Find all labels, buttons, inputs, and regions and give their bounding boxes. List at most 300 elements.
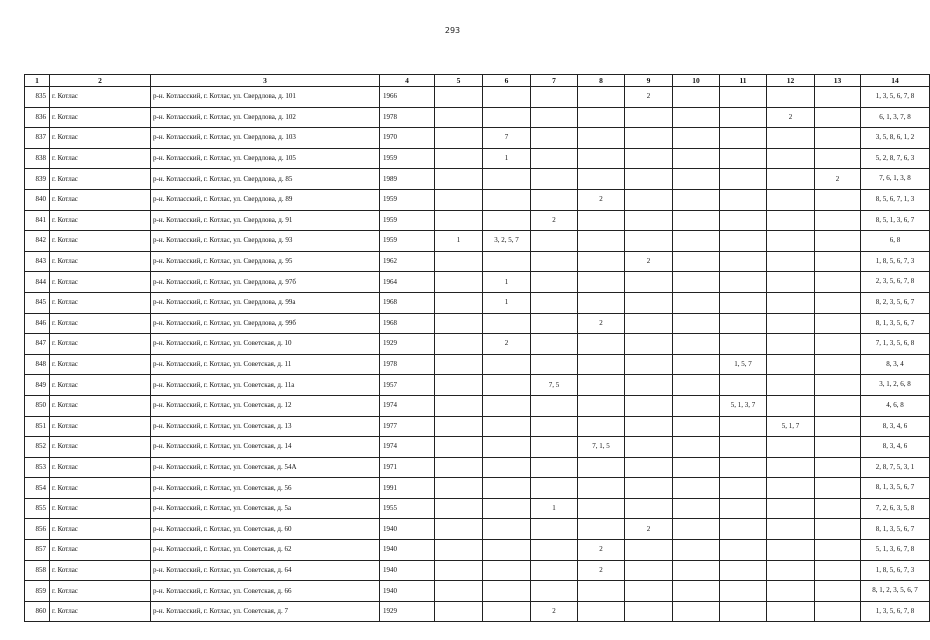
col7-cell bbox=[531, 519, 578, 540]
col13-cell bbox=[815, 416, 861, 437]
col9-cell: 2 bbox=[625, 251, 673, 272]
col13-cell bbox=[815, 87, 861, 108]
col12-cell bbox=[767, 189, 815, 210]
col5-cell bbox=[435, 375, 483, 396]
col14-cell: 8, 1, 2, 3, 5, 6, 7 bbox=[861, 581, 930, 602]
column-header-12: 12 bbox=[767, 75, 815, 87]
col7-cell: 2 bbox=[531, 601, 578, 622]
col12-cell: 5, 1, 7 bbox=[767, 416, 815, 437]
column-header-3: 3 bbox=[151, 75, 380, 87]
table-row bbox=[25, 478, 930, 499]
col14-cell: 8, 1, 3, 5, 6, 7 bbox=[861, 478, 930, 499]
col9-cell bbox=[625, 128, 673, 149]
col10-cell bbox=[673, 437, 720, 458]
col11-cell bbox=[720, 540, 767, 561]
col10-cell bbox=[673, 210, 720, 231]
schedule-table bbox=[24, 74, 930, 622]
address-cell: р-н. Котласский, г. Котлас, ул. Советская, д. 13 bbox=[151, 416, 380, 437]
column-header-5: 5 bbox=[435, 75, 483, 87]
table-row bbox=[25, 231, 930, 252]
city-cell: г. Котлас bbox=[50, 210, 151, 231]
col14-cell: 8, 5, 6, 7, 1, 3 bbox=[861, 189, 930, 210]
col13-cell bbox=[815, 354, 861, 375]
column-header-1: 1 bbox=[25, 75, 50, 87]
col14-cell: 7, 1, 3, 5, 6, 8 bbox=[861, 334, 930, 355]
column-header-13: 13 bbox=[815, 75, 861, 87]
col13-cell bbox=[815, 581, 861, 602]
year-cell: 1940 bbox=[380, 540, 435, 561]
row-number-cell: 849 bbox=[25, 375, 50, 396]
table-row bbox=[25, 498, 930, 519]
col10-cell bbox=[673, 601, 720, 622]
row-number-cell: 858 bbox=[25, 560, 50, 581]
col5-cell bbox=[435, 457, 483, 478]
col12-cell bbox=[767, 272, 815, 293]
col5-cell bbox=[435, 540, 483, 561]
address-cell: р-н. Котласский, г. Котлас, ул. Советская, д. 62 bbox=[151, 540, 380, 561]
col14-cell: 6, 1, 3, 7, 8 bbox=[861, 107, 930, 128]
col5-cell bbox=[435, 107, 483, 128]
col11-cell bbox=[720, 251, 767, 272]
col9-cell bbox=[625, 272, 673, 293]
col5-cell bbox=[435, 169, 483, 190]
table-row bbox=[25, 128, 930, 149]
col6-cell bbox=[483, 251, 531, 272]
year-cell: 1971 bbox=[380, 457, 435, 478]
address-cell: р-н. Котласский, г. Котлас, ул. Советская, д. 5а bbox=[151, 498, 380, 519]
city-cell: г. Котлас bbox=[50, 437, 151, 458]
col11-cell bbox=[720, 148, 767, 169]
col9-cell bbox=[625, 189, 673, 210]
col14-cell: 8, 3, 4, 6 bbox=[861, 437, 930, 458]
city-cell: г. Котлас bbox=[50, 128, 151, 149]
year-cell: 1929 bbox=[380, 334, 435, 355]
col14-cell: 6, 8 bbox=[861, 231, 930, 252]
col11-cell bbox=[720, 210, 767, 231]
page-number: 293 bbox=[444, 26, 461, 35]
col11-cell bbox=[720, 478, 767, 499]
year-cell: 1957 bbox=[380, 375, 435, 396]
col10-cell bbox=[673, 292, 720, 313]
col6-cell bbox=[483, 395, 531, 416]
column-header-10: 10 bbox=[673, 75, 720, 87]
col9-cell bbox=[625, 457, 673, 478]
address-cell: р-н. Котласский, г. Котлас, ул. Свердлова, д. 93 bbox=[151, 231, 380, 252]
col9-cell: 2 bbox=[625, 519, 673, 540]
col10-cell bbox=[673, 272, 720, 293]
city-cell: г. Котлас bbox=[50, 148, 151, 169]
col5-cell bbox=[435, 395, 483, 416]
table-row bbox=[25, 169, 930, 190]
col10-cell bbox=[673, 334, 720, 355]
col6-cell: 3, 2, 5, 7 bbox=[483, 231, 531, 252]
col12-cell bbox=[767, 313, 815, 334]
col11-cell bbox=[720, 292, 767, 313]
year-cell: 1940 bbox=[380, 581, 435, 602]
col12-cell: 2 bbox=[767, 107, 815, 128]
col5-cell bbox=[435, 478, 483, 499]
col12-cell bbox=[767, 437, 815, 458]
col9-cell bbox=[625, 601, 673, 622]
address-cell: р-н. Котласский, г. Котлас, ул. Советская, д. 54А bbox=[151, 457, 380, 478]
address-cell: р-н. Котласский, г. Котлас, ул. Свердлова, д. 89 bbox=[151, 189, 380, 210]
col8-cell bbox=[578, 601, 625, 622]
row-number-cell: 851 bbox=[25, 416, 50, 437]
year-cell: 1970 bbox=[380, 128, 435, 149]
col11-cell bbox=[720, 601, 767, 622]
col7-cell bbox=[531, 169, 578, 190]
address-cell: р-н. Котласский, г. Котлас, ул. Свердлова, д. 85 bbox=[151, 169, 380, 190]
year-cell: 1974 bbox=[380, 395, 435, 416]
row-number-cell: 841 bbox=[25, 210, 50, 231]
row-number-cell: 842 bbox=[25, 231, 50, 252]
col9-cell bbox=[625, 169, 673, 190]
col5-cell bbox=[435, 581, 483, 602]
col12-cell bbox=[767, 498, 815, 519]
col6-cell bbox=[483, 210, 531, 231]
city-cell: г. Котлас bbox=[50, 107, 151, 128]
table-row bbox=[25, 210, 930, 231]
col5-cell bbox=[435, 354, 483, 375]
col10-cell bbox=[673, 375, 720, 396]
col10-cell bbox=[673, 478, 720, 499]
col13-cell bbox=[815, 601, 861, 622]
col11-cell bbox=[720, 519, 767, 540]
row-number-cell: 856 bbox=[25, 519, 50, 540]
col14-cell: 1, 8, 5, 6, 7, 3 bbox=[861, 560, 930, 581]
table-row bbox=[25, 519, 930, 540]
col11-cell bbox=[720, 560, 767, 581]
table-row bbox=[25, 189, 930, 210]
col13-cell bbox=[815, 231, 861, 252]
col7-cell bbox=[531, 457, 578, 478]
col12-cell bbox=[767, 581, 815, 602]
col10-cell bbox=[673, 416, 720, 437]
col7-cell bbox=[531, 272, 578, 293]
col8-cell: 2 bbox=[578, 540, 625, 561]
col7-cell bbox=[531, 189, 578, 210]
year-cell: 1968 bbox=[380, 292, 435, 313]
col7-cell bbox=[531, 540, 578, 561]
col7-cell bbox=[531, 231, 578, 252]
col11-cell bbox=[720, 128, 767, 149]
col13-cell: 2 bbox=[815, 169, 861, 190]
col14-cell: 5, 2, 8, 7, 6, 3 bbox=[861, 148, 930, 169]
col11-cell bbox=[720, 231, 767, 252]
city-cell: г. Котлас bbox=[50, 581, 151, 602]
col12-cell bbox=[767, 519, 815, 540]
col9-cell bbox=[625, 437, 673, 458]
col9-cell bbox=[625, 478, 673, 499]
col5-cell bbox=[435, 416, 483, 437]
col5-cell bbox=[435, 601, 483, 622]
year-cell: 1940 bbox=[380, 560, 435, 581]
col8-cell bbox=[578, 87, 625, 108]
row-number-cell: 847 bbox=[25, 334, 50, 355]
row-number-cell: 835 bbox=[25, 87, 50, 108]
col8-cell bbox=[578, 107, 625, 128]
col10-cell bbox=[673, 519, 720, 540]
col6-cell bbox=[483, 498, 531, 519]
table-row bbox=[25, 354, 930, 375]
col10-cell bbox=[673, 354, 720, 375]
col9-cell bbox=[625, 313, 673, 334]
col12-cell bbox=[767, 457, 815, 478]
col9-cell bbox=[625, 334, 673, 355]
col5-cell bbox=[435, 519, 483, 540]
address-cell: р-н. Котласский, г. Котлас, ул. Советская, д. 12 bbox=[151, 395, 380, 416]
year-cell: 1978 bbox=[380, 107, 435, 128]
year-cell: 1940 bbox=[380, 519, 435, 540]
col6-cell bbox=[483, 581, 531, 602]
city-cell: г. Котлас bbox=[50, 189, 151, 210]
col9-cell bbox=[625, 375, 673, 396]
column-header-2: 2 bbox=[50, 75, 151, 87]
table-row bbox=[25, 251, 930, 272]
address-cell: р-н. Котласский, г. Котлас, ул. Советская, д. 14 bbox=[151, 437, 380, 458]
row-number-cell: 846 bbox=[25, 313, 50, 334]
table-row bbox=[25, 87, 930, 108]
row-number-cell: 838 bbox=[25, 148, 50, 169]
col10-cell bbox=[673, 251, 720, 272]
col7-cell bbox=[531, 560, 578, 581]
col9-cell bbox=[625, 416, 673, 437]
row-number-cell: 840 bbox=[25, 189, 50, 210]
col12-cell bbox=[767, 292, 815, 313]
col13-cell bbox=[815, 128, 861, 149]
col9-cell bbox=[625, 498, 673, 519]
address-cell: р-н. Котласский, г. Котлас, ул. Советская, д. 56 bbox=[151, 478, 380, 499]
city-cell: г. Котлас bbox=[50, 231, 151, 252]
col11-cell bbox=[720, 375, 767, 396]
col13-cell bbox=[815, 292, 861, 313]
col10-cell bbox=[673, 457, 720, 478]
col7-cell bbox=[531, 251, 578, 272]
row-number-cell: 848 bbox=[25, 354, 50, 375]
city-cell: г. Котлас bbox=[50, 313, 151, 334]
address-cell: р-н. Котласский, г. Котлас, ул. Свердлова, д. 91 bbox=[151, 210, 380, 231]
address-cell: р-н. Котласский, г. Котлас, ул. Советская, д. 10 bbox=[151, 334, 380, 355]
col13-cell bbox=[815, 375, 861, 396]
year-cell: 1929 bbox=[380, 601, 435, 622]
city-cell: г. Котлас bbox=[50, 251, 151, 272]
col11-cell bbox=[720, 457, 767, 478]
col7-cell: 2 bbox=[531, 210, 578, 231]
address-cell: р-н. Котласский, г. Котлас, ул. Свердлова, д. 97б bbox=[151, 272, 380, 293]
row-number-cell: 853 bbox=[25, 457, 50, 478]
col13-cell bbox=[815, 437, 861, 458]
col6-cell bbox=[483, 107, 531, 128]
col7-cell bbox=[531, 107, 578, 128]
col6-cell bbox=[483, 416, 531, 437]
year-cell: 1964 bbox=[380, 272, 435, 293]
col5-cell bbox=[435, 210, 483, 231]
column-header-8: 8 bbox=[578, 75, 625, 87]
year-cell: 1978 bbox=[380, 354, 435, 375]
col6-cell: 7 bbox=[483, 128, 531, 149]
col12-cell bbox=[767, 478, 815, 499]
col9-cell bbox=[625, 540, 673, 561]
col9-cell bbox=[625, 395, 673, 416]
column-header-6: 6 bbox=[483, 75, 531, 87]
col6-cell: 1 bbox=[483, 272, 531, 293]
col12-cell bbox=[767, 210, 815, 231]
row-number-cell: 845 bbox=[25, 292, 50, 313]
col10-cell bbox=[673, 313, 720, 334]
row-number-cell: 843 bbox=[25, 251, 50, 272]
col6-cell bbox=[483, 560, 531, 581]
col8-cell bbox=[578, 581, 625, 602]
col14-cell: 1, 3, 5, 6, 7, 8 bbox=[861, 601, 930, 622]
city-cell: г. Котлас bbox=[50, 478, 151, 499]
col14-cell: 7, 2, 6, 3, 5, 8 bbox=[861, 498, 930, 519]
address-cell: р-н. Котласский, г. Котлас, ул. Свердлова, д. 102 bbox=[151, 107, 380, 128]
address-cell: р-н. Котласский, г. Котлас, ул. Свердлова, д. 101 bbox=[151, 87, 380, 108]
col5-cell bbox=[435, 87, 483, 108]
address-cell: р-н. Котласский, г. Котлас, ул. Свердлова, д. 95 bbox=[151, 251, 380, 272]
row-number-cell: 837 bbox=[25, 128, 50, 149]
col14-cell: 8, 3, 4 bbox=[861, 354, 930, 375]
row-number-cell: 850 bbox=[25, 395, 50, 416]
col5-cell bbox=[435, 148, 483, 169]
col12-cell bbox=[767, 375, 815, 396]
address-cell: р-н. Котласский, г. Котлас, ул. Свердлова, д. 103 bbox=[151, 128, 380, 149]
col10-cell bbox=[673, 231, 720, 252]
col8-cell: 2 bbox=[578, 313, 625, 334]
city-cell: г. Котлас bbox=[50, 416, 151, 437]
table-row bbox=[25, 148, 930, 169]
year-cell: 1977 bbox=[380, 416, 435, 437]
city-cell: г. Котлас bbox=[50, 354, 151, 375]
col6-cell bbox=[483, 87, 531, 108]
col8-cell: 2 bbox=[578, 189, 625, 210]
col8-cell bbox=[578, 128, 625, 149]
col13-cell bbox=[815, 519, 861, 540]
table-row bbox=[25, 457, 930, 478]
col8-cell bbox=[578, 334, 625, 355]
col13-cell bbox=[815, 272, 861, 293]
col6-cell bbox=[483, 313, 531, 334]
col6-cell bbox=[483, 601, 531, 622]
col8-cell bbox=[578, 498, 625, 519]
address-cell: р-н. Котласский, г. Котлас, ул. Советская, д. 11а bbox=[151, 375, 380, 396]
col11-cell bbox=[720, 87, 767, 108]
col14-cell: 7, 6, 1, 3, 8 bbox=[861, 169, 930, 190]
col6-cell bbox=[483, 354, 531, 375]
col8-cell: 2 bbox=[578, 560, 625, 581]
table-row bbox=[25, 581, 930, 602]
col7-cell bbox=[531, 354, 578, 375]
address-cell: р-н. Котласский, г. Котлас, ул. Советская, д. 64 bbox=[151, 560, 380, 581]
table-row bbox=[25, 334, 930, 355]
col8-cell bbox=[578, 519, 625, 540]
col10-cell bbox=[673, 148, 720, 169]
col10-cell bbox=[673, 581, 720, 602]
col13-cell bbox=[815, 313, 861, 334]
table-row bbox=[25, 313, 930, 334]
col12-cell bbox=[767, 334, 815, 355]
col8-cell bbox=[578, 416, 625, 437]
col5-cell bbox=[435, 498, 483, 519]
city-cell: г. Котлас bbox=[50, 498, 151, 519]
column-header-4: 4 bbox=[380, 75, 435, 87]
col10-cell bbox=[673, 395, 720, 416]
col6-cell bbox=[483, 519, 531, 540]
col13-cell bbox=[815, 189, 861, 210]
col14-cell: 8, 3, 4, 6 bbox=[861, 416, 930, 437]
col13-cell bbox=[815, 457, 861, 478]
year-cell: 1962 bbox=[380, 251, 435, 272]
col11-cell: 5, 1, 3, 7 bbox=[720, 395, 767, 416]
col10-cell bbox=[673, 169, 720, 190]
address-cell: р-н. Котласский, г. Котлас, ул. Советская, д. 66 bbox=[151, 581, 380, 602]
col14-cell: 8, 2, 3, 5, 6, 7 bbox=[861, 292, 930, 313]
col6-cell bbox=[483, 169, 531, 190]
col9-cell: 2 bbox=[625, 87, 673, 108]
col10-cell bbox=[673, 107, 720, 128]
col14-cell: 5, 1, 3, 6, 7, 8 bbox=[861, 540, 930, 561]
address-cell: р-н. Котласский, г. Котлас, ул. Советская, д. 60 bbox=[151, 519, 380, 540]
city-cell: г. Котлас bbox=[50, 540, 151, 561]
year-cell: 1955 bbox=[380, 498, 435, 519]
city-cell: г. Котлас bbox=[50, 169, 151, 190]
row-number-cell: 844 bbox=[25, 272, 50, 293]
col8-cell bbox=[578, 148, 625, 169]
col9-cell bbox=[625, 107, 673, 128]
col7-cell bbox=[531, 478, 578, 499]
col7-cell bbox=[531, 437, 578, 458]
col10-cell bbox=[673, 540, 720, 561]
col12-cell bbox=[767, 87, 815, 108]
col13-cell bbox=[815, 478, 861, 499]
table-row bbox=[25, 292, 930, 313]
col7-cell bbox=[531, 87, 578, 108]
year-cell: 1959 bbox=[380, 210, 435, 231]
col11-cell bbox=[720, 107, 767, 128]
address-cell: р-н. Котласский, г. Котлас, ул. Советская, д. 11 bbox=[151, 354, 380, 375]
col9-cell bbox=[625, 581, 673, 602]
col11-cell bbox=[720, 581, 767, 602]
city-cell: г. Котлас bbox=[50, 375, 151, 396]
city-cell: г. Котлас bbox=[50, 519, 151, 540]
column-header-14: 14 bbox=[861, 75, 930, 87]
col12-cell bbox=[767, 148, 815, 169]
table-row bbox=[25, 272, 930, 293]
col7-cell bbox=[531, 128, 578, 149]
col13-cell bbox=[815, 540, 861, 561]
col11-cell bbox=[720, 334, 767, 355]
col6-cell: 1 bbox=[483, 292, 531, 313]
table-row bbox=[25, 601, 930, 622]
col14-cell: 1, 8, 5, 6, 7, 3 bbox=[861, 251, 930, 272]
col13-cell bbox=[815, 251, 861, 272]
col5-cell bbox=[435, 189, 483, 210]
city-cell: г. Котлас bbox=[50, 560, 151, 581]
col9-cell bbox=[625, 231, 673, 252]
col7-cell bbox=[531, 581, 578, 602]
address-cell: р-н. Котласский, г. Котлас, ул. Свердлова, д. 99а bbox=[151, 292, 380, 313]
table-row bbox=[25, 375, 930, 396]
col8-cell bbox=[578, 251, 625, 272]
col7-cell: 7, 5 bbox=[531, 375, 578, 396]
col7-cell bbox=[531, 148, 578, 169]
col11-cell bbox=[720, 498, 767, 519]
year-cell: 1968 bbox=[380, 313, 435, 334]
col13-cell bbox=[815, 498, 861, 519]
table-row bbox=[25, 560, 930, 581]
col13-cell bbox=[815, 334, 861, 355]
col6-cell bbox=[483, 189, 531, 210]
